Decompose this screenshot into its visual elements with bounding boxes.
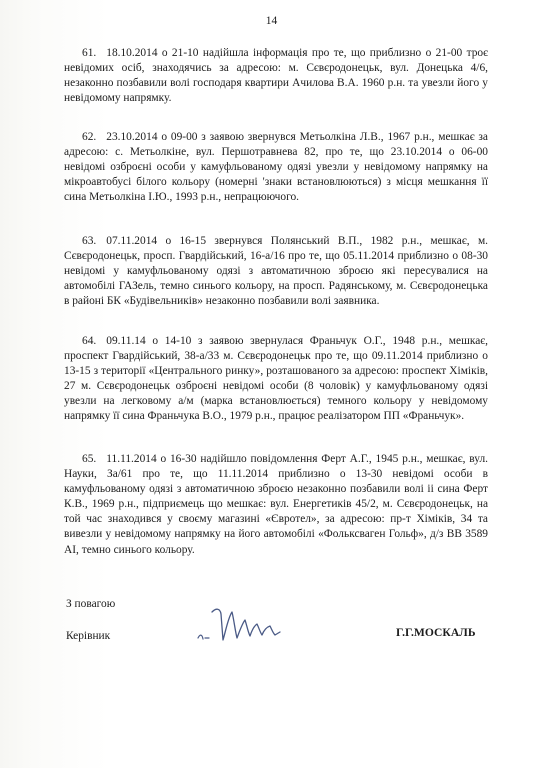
entry-text: 23.10.2014 о 09-00 з заявою звернувся Метьолкіна Л.В., 1967 р.н., мешкає за адресою: с. Метьолкіне, вул. Першотравнева 82, про те, що 23.10.2014 о 06-00 невідомі озброєні особи у камуфльованому одязі увезли у невідомому напрямку на мікроавтобусі білого кольору (номерні 'знаки встановлюються) з місця мешкання її сина Метьолкіна І.Ю., 1993 р.н., непрацюючого. — [64, 131, 488, 204]
handwritten-signature-icon — [190, 590, 310, 648]
page-number: 14 — [265, 15, 278, 27]
entry-number: 64. — [82, 335, 97, 347]
entry-61 — [64, 46, 488, 106]
entry-text: 07.11.2014 о 16-15 звернувся Полянський В.П., 1982 р.н., мешкає, м. Сєвєродонецьк, просп. Гвардійський, 16-а/16 про те, що 05.11.2014 приблизно о 08-30 невідомі у камуфльованому одязі з автоматичною зброєю які пересувалися на автомобілі ГАЗель, темно синього кольору, на просп. Радянському, м. Сєвєродонецька в районі БК «Будівельників» незаконно позбавили волі заявника. — [64, 235, 488, 308]
entry-65 — [64, 452, 488, 558]
entry-text: 11.11.2014 о 16-30 надійшло повідомлення Ферт А.Г., 1945 р.н., мешкає, вул. Науки, За/61 про те, що 11.11.2014 приблизно о 13-30 невідомі особи в камуфльованому одязі з автоматичною зброєю незаконно позбавили волі ii сина Ферт К.В., 1969 р.н., підприємець що мешкає: вул. Енергетиків 45/2, м. Сєвєродонецьк, на той час знаходився у своєму магазині «Євротел», за адресою: пр-т Хіміків, 34 та вивезли у невідомому напрямку на його автомобілі «Фольксваген Гольф», д/з ВВ 3589 АІ, темно синього кольору. — [64, 453, 488, 556]
entry-number: 61. — [82, 47, 97, 59]
entry-text: 18.10.2014 о 21-10 надійшла інформація про те, що приблизно о 21-00 троє невідомих осіб, знаходячись за адресою: м. Сєвєродонецьк, вул. Донецька 4/6, незаконно позбавили волі господаря квартири Ачилова В.А. 1960 р.н. та увезли його у невідомому напрямку. — [64, 47, 488, 105]
signer-role: Керівник — [66, 630, 111, 642]
entry-62 — [64, 130, 488, 205]
closing-phrase: З повагою — [66, 598, 116, 610]
entry-number: 65. — [82, 453, 97, 465]
entry-number: 63. — [82, 235, 97, 247]
entry-number: 62. — [82, 131, 97, 143]
entry-text: 09.11.14 о 14-10 з заявою звернулася Франьчук О.Г., 1948 р.н., мешкає, проспект Гвардійський, 38-а/33 м. Сєвєродонецьк про те, що 09.11.2014 приблизно о 13-15 з території «Центрального ринку», розташованого за адресою: проспект Хіміків, 27 м. Сєвєродонецьк озброєні невідомі особи (8 чоловік) у камуфльованому одязі увезли на легковому а/м (марка встановлюється) темного кольору у невідомому напрямку її сина Франьчука В.О., 1979 р.н., працює реалізатором ПП «Франьчук». — [64, 335, 488, 423]
signer-name: Г.Г.МОСКАЛЬ — [396, 626, 476, 639]
entry-64 — [64, 334, 488, 425]
entry-63 — [64, 234, 488, 309]
